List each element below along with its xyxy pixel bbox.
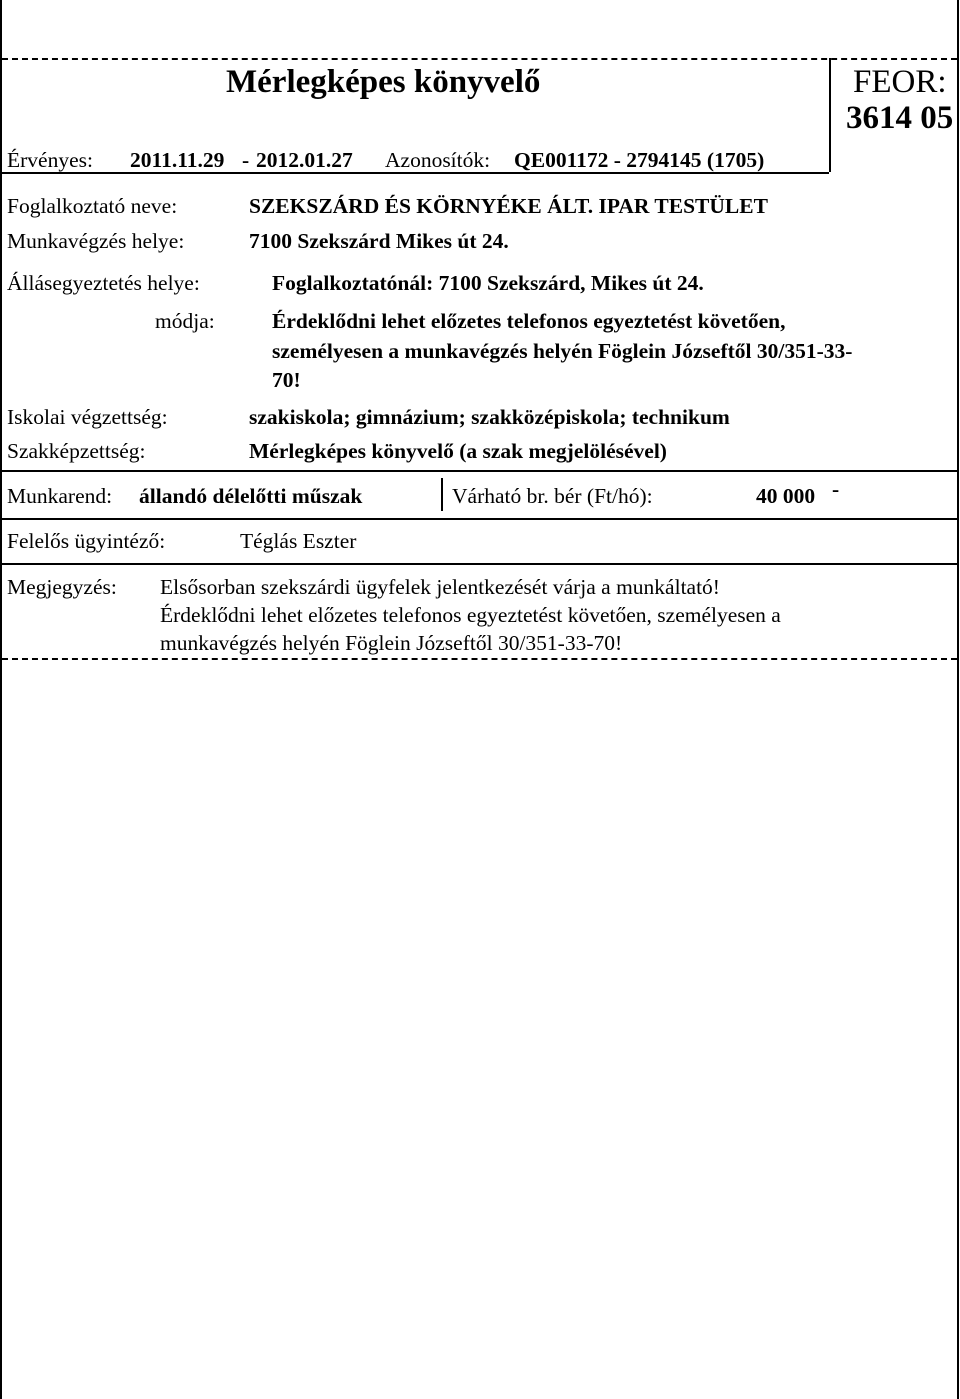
contact-bottom-rule	[2, 563, 957, 565]
meeting-method-line3: 70!	[272, 368, 301, 392]
workplace-label: Munkavégzés helye:	[7, 229, 185, 253]
feor-divider	[829, 58, 831, 172]
meeting-place-value: Foglalkoztatónál: 7100 Szekszárd, Mikes út 24.	[272, 271, 704, 295]
contact-label: Felelős ügyintéző:	[7, 529, 166, 553]
validity-to: 2012.01.27	[256, 148, 353, 172]
education-bottom-rule	[2, 470, 957, 472]
note-line2: Érdeklődni lehet előzetes telefonos egyeztetést követően, személyesen a	[160, 603, 781, 627]
top-dashed-cut-line	[2, 58, 957, 60]
education-school-value: szakiskola; gimnázium; szakközépiskola; technikum	[249, 405, 730, 429]
note-label: Megjegyzés:	[7, 575, 117, 599]
salary-divider	[441, 478, 443, 511]
frame-right-border	[957, 0, 959, 1399]
employer-name-label: Foglalkoztató neve:	[7, 194, 178, 218]
meeting-method-label: módja:	[155, 309, 215, 333]
meeting-method-line1: Érdeklődni lehet előzetes telefonos egyeztetést követően,	[272, 309, 786, 333]
qualification-label: Szakképzettség:	[7, 439, 146, 463]
ids-label: Azonosítók:	[385, 148, 491, 172]
note-line1: Elsősorban szekszárdi ügyfelek jelentkezését várja a munkáltató!	[160, 575, 720, 599]
bottom-dashed-cut-line	[2, 658, 957, 660]
qualification-value: Mérlegképes könyvelő (a szak megjelölésével)	[249, 439, 667, 463]
salary-label: Várható br. bér (Ft/hó):	[452, 484, 653, 508]
frame-left-border	[0, 0, 2, 1399]
validity-separator: -	[242, 148, 250, 172]
meeting-place-label: Állásegyeztetés helye:	[7, 271, 200, 295]
education-school-label: Iskolai végzettség:	[7, 405, 168, 429]
schedule-value: állandó délelőtti műszak	[139, 484, 363, 508]
schedule-label: Munkarend:	[7, 484, 113, 508]
job-title: Mérlegképes könyvelő	[226, 64, 541, 100]
ids-value: QE001172 - 2794145 (1705)	[514, 148, 765, 172]
schedule-bottom-rule	[2, 518, 957, 520]
contact-value: Téglás Eszter	[240, 529, 357, 553]
salary-value: 40 000	[756, 484, 816, 508]
meeting-method-line2: személyesen a munkavégzés helyén Föglein Józseftől 30/351-33-	[272, 339, 853, 363]
salary-dash: -	[832, 477, 840, 501]
feor-code: 3614 05	[846, 100, 954, 136]
note-line3: munkavégzés helyén Föglein Józseftől 30/351-33-70!	[160, 631, 623, 655]
feor-label: FEOR:	[853, 64, 947, 100]
validity-label: Érvényes:	[7, 148, 93, 172]
validity-bottom-rule	[2, 172, 829, 174]
validity-from: 2011.11.29	[130, 148, 225, 172]
employer-name-value: SZEKSZÁRD ÉS KÖRNYÉKE ÁLT. IPAR TESTÜLET	[249, 194, 768, 218]
workplace-value: 7100 Szekszárd Mikes út 24.	[249, 229, 509, 253]
